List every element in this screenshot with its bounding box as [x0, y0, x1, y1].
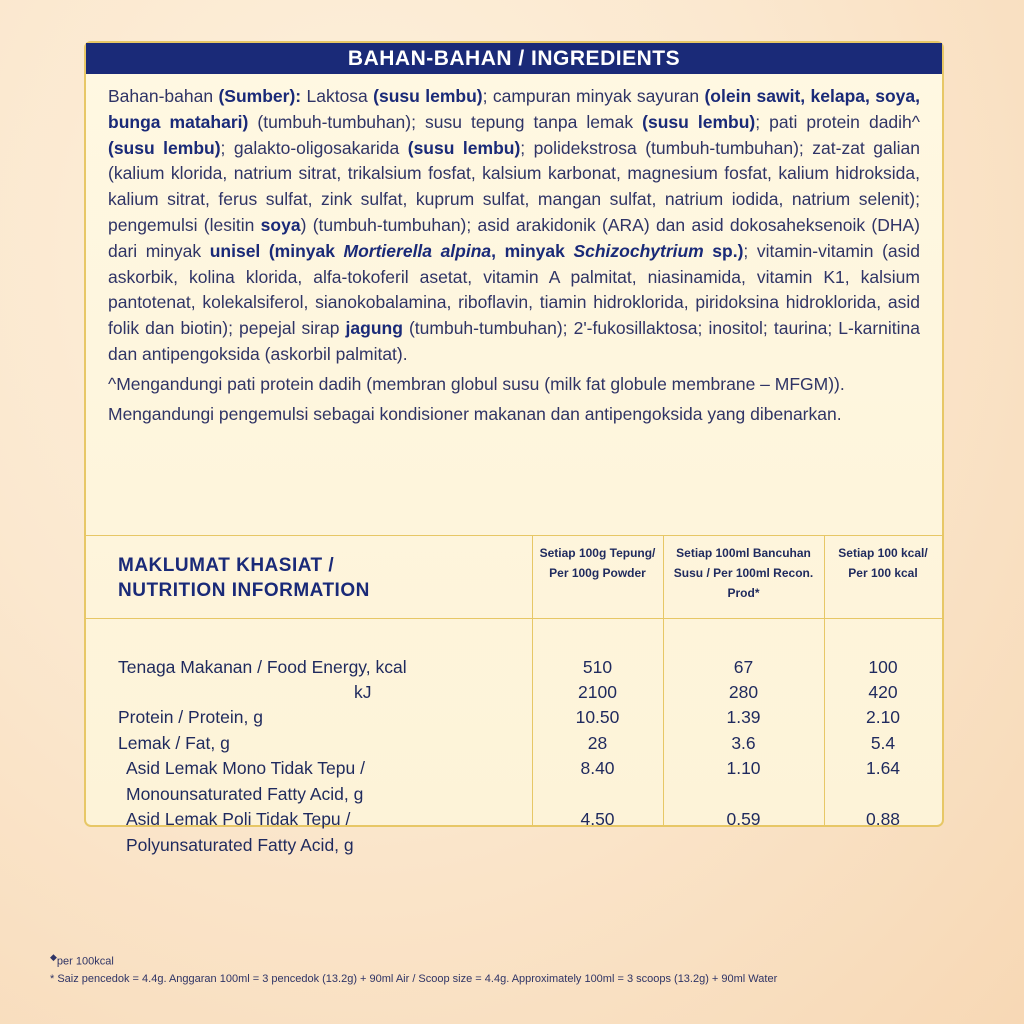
row-label-kj: kJ: [354, 682, 372, 702]
value-fat-powder: 28: [587, 733, 608, 753]
column-header-line: Susu / Per 100ml Recon.: [673, 566, 814, 580]
column-header-line: Setiap 100g Tepung/: [539, 546, 656, 560]
value-protein-powder: 10.50: [575, 707, 620, 727]
value-energy-kcal-recon: 67: [733, 657, 754, 677]
value-fat-recon: 3.6: [731, 733, 756, 753]
value-fat-per-kcal: 5.4: [870, 733, 896, 753]
value-pufa-per-kcal: 0.88: [865, 809, 901, 829]
column-header-line: Setiap 100ml Bancuhan: [676, 546, 811, 560]
ingredients-list: Bahan-bahan (Sumber): Laktosa (susu lembu); campuran minyak sayuran (olein sawit, kelapa, soya, bunga matahari) (tumbuh-tumbuhan); susu tepung tanpa lemak (susu lembu); pati protein dadih^ (susu lembu); galakto-oligosakarida (susu lembu); polidekstrosa (tumbuh-tumbuhan); zat-zat galian (kalium klorida, natrium sitrat, trikalsium fosfat, kalsium karbonat, magnesium fosfat, kalium hidroksida, kalium sitrat, ferus sulfat, zink sulfat, kuprum sulfat, mangan sulfat, natrium iodida, natrium selenit); pengemulsi (lesitin soya) (tumbuh-tumbuhan); asid arakidonik (ARA) dan asid dokosaheksenoik (DHA) dari minyak unisel (minyak Mortierella alpina, minyak Schizochytrium sp.); vitamin-vitamin (asid askorbik, kolina klorida, alfa-tokoferil asetat, vitamin A palmitat, niasinamida, vitamin K1, kalsium pantotenat, kolekalsiferol, sianokobalamina, riboflavin, tiamin hidroklorida, piridoksina hidroklorida, asid folik dan biotin); pepejal sirap jagung (tumbuh-tumbuhan); 2'-fukosillaktosa; inositol; taurina; L-karnitina dan antipengoksida (askorbil palmitat).: [108, 86, 921, 364]
value-protein-per-kcal: 2.10: [865, 707, 901, 727]
value-energy-kcal-per-kcal: 100: [868, 657, 898, 677]
row-label-line: Polyunsaturated Fatty Acid, g: [126, 834, 354, 855]
value-energy-kcal-powder: 510: [582, 657, 613, 677]
mfgm-note: ^Mengandungi pati protein dadih (membran globul susu (milk fat globule membrane – MFGM)).: [108, 373, 845, 394]
nutrition-title-line2: NUTRITION INFORMATION: [118, 580, 370, 601]
panel-title: BAHAN-BAHAN / INGREDIENTS: [86, 43, 942, 74]
row-label-line: Asid Lemak Mono Tidak Tepu /: [126, 758, 365, 778]
row-label-mufa: [126, 756, 365, 807]
value-energy-kj-powder: 2100: [578, 682, 617, 702]
row-label-energy: Tenaga Makanan / Food Energy, kcal: [118, 657, 407, 677]
value-pufa-powder: 4.50: [580, 809, 615, 829]
column-header-line: Prod*: [727, 586, 760, 600]
column-header-per-100ml: [663, 543, 824, 603]
nutrition-title-line1: MAKLUMAT KHASIAT /: [118, 555, 335, 576]
value-energy-kj-per-kcal: 420: [868, 682, 898, 702]
value-pufa-recon: 0.59: [726, 809, 761, 829]
value-energy-kj-recon: 280: [728, 682, 759, 702]
diamond-icon: ◆: [50, 952, 57, 962]
nutrition-table: [86, 535, 942, 855]
row-label-protein: Protein / Protein, g: [118, 707, 263, 727]
ingredients-panel: [84, 41, 944, 855]
footnote-scoop: * Saiz pencedok = 4.4g. Anggaran 100ml = 3 pencedok (13.2g) + 90ml Air / Scoop size = 4.4g. Approximately 100ml = 3 scoops (13.2g) + 90ml Water: [50, 973, 778, 985]
column-header-per-100kcal: [824, 543, 942, 583]
value-mufa-powder: 8.40: [580, 758, 615, 778]
column-header-per-100g: [532, 543, 663, 583]
footnote-per-kcal-text: per 100kcal: [56, 955, 114, 968]
value-mufa-recon: 1.10: [726, 758, 761, 778]
nutrition-title: [118, 553, 378, 603]
row-label-line: Monounsaturated Fatty Acid, g: [126, 783, 364, 804]
column-header-line: Per 100 kcal: [848, 566, 918, 580]
row-label-fat: Lemak / Fat, g: [118, 733, 230, 753]
row-label-line: Asid Lemak Poli Tidak Tepu /: [126, 809, 351, 829]
row-label-pufa: [126, 807, 354, 858]
column-header-line: Per 100g Powder: [549, 566, 646, 580]
value-protein-recon: 1.39: [726, 707, 761, 727]
column-header-line: Setiap 100 kcal/: [838, 546, 928, 560]
value-mufa-per-kcal: 1.64: [865, 758, 901, 778]
emulsifier-note: Mengandungi pengemulsi sebagai kondisioner makanan dan antipengoksida yang dibenarkan.: [108, 403, 842, 424]
ingredients-text: [86, 74, 942, 433]
footnote-per-kcal: [50, 952, 114, 968]
